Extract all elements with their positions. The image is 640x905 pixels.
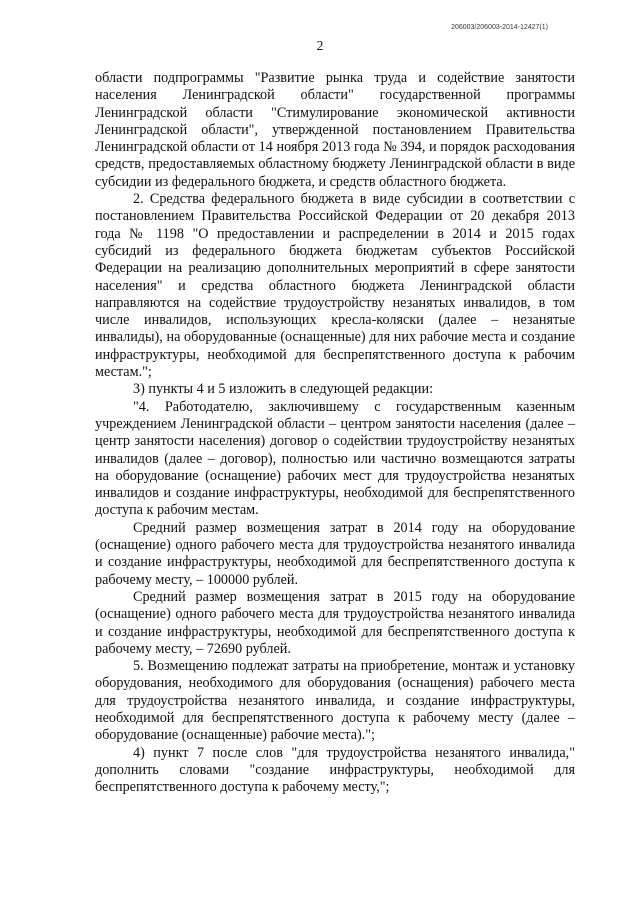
document-body — [95, 70, 575, 796]
page-number: 2 — [316, 38, 324, 53]
paragraph-amendment-4: 4) пункт 7 после слов "для трудоустройства незанятого инвалида," дополнить словами "создание инфраструктуры, необходимой для беспрепятственного доступа к рабочему месту,"; — [95, 744, 575, 796]
paragraph-amendment-3: 3) пункты 4 и 5 изложить в следующей редакции: — [133, 381, 434, 398]
paragraph-item-4: "4. Работодателю, заключившему с государственным казенным учреждением Ленинградской области – центром занятости населения (далее – центр занятости населения) договор о содействии трудоустройству незанятых инвалидов (далее – договор), полностью или частично возмещаются затраты на оборудование (оснащение) рабочих мест для трудоустройства незанятых инвалидов и создание инфраструктуры, необходимой для беспрепятственного доступа к рабочим местам. — [95, 398, 575, 519]
paragraph-item-5: 5. Возмещению подлежат затраты на приобретение, монтаж и установку оборудования, необходимого для оборудования (оснащения) рабочего места для трудоустройства незанятого инвалида, и создание инфраструктуры, необходимой для беспрепятственного доступа к рабочему месту (далее – оборудование (оснащенные) рабочие места)."; — [95, 658, 575, 744]
paragraph-item-2: 2. Средства федерального бюджета в виде субсидии в соответствии с постановлением Правительства Российской Федерации от 20 декабря 2013 года № 1198 "О предоставлении и распределении в 2014 и 2015 годах субсидий из федерального бюджета бюджетам субъектов Российской Федерации на реализацию дополнительных мероприятий в сфере занятости населения" и средства областного бюджета Ленинградской области направляются на содействие трудоустройству незанятых инвалидов, в том числе инвалидов, использующих кресла-коляски (далее – незанятые инвалиды), на оборудованные (оснащенные) для них рабочие места и создание инфраструктуры, необходимой для беспрепятственного доступа к рабочим местам."; — [95, 191, 575, 381]
paragraph-cost-2014: Средний размер возмещения затрат в 2014 году на оборудование (оснащение) одного рабочего места для трудоустройства незанятого инвалида и создание инфраструктуры, необходимой для беспрепятственного доступа к рабочему месту, – 100000 рублей. — [95, 519, 575, 588]
document-id: 206003/206003-2014-12427(1) — [451, 24, 548, 31]
paragraph-continuation: области подпрограммы "Развитие рынка труда и содействие занятости населения Ленинградской области" государственной программы Ленинградской области "Стимулирование экономической активности Ленинградской области", утвержденной постановлением Правительства Ленинградской области от 14 ноября 2013 года № 394, и порядок расходования средств, предоставляемых областному бюджету Ленинградской области в виде субсидии из федерального бюджета, и средств областного бюджета. — [95, 70, 575, 190]
paragraph-cost-2015: Средний размер возмещения затрат в 2015 году на оборудование (оснащение) одного рабочего места для трудоустройства незанятого инвалида и создание инфраструктуры, необходимой для беспрепятственного доступа к рабочему месту, – 72690 рублей. — [95, 588, 575, 657]
